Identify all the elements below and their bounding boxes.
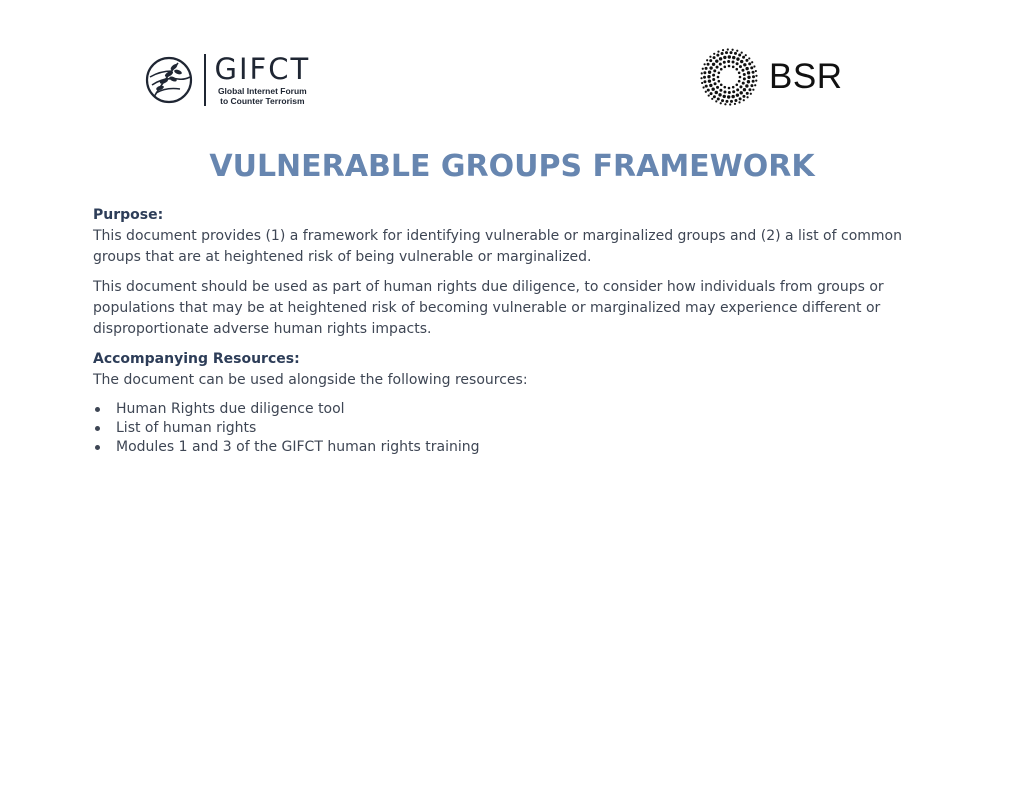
- resources-intro: The document can be used alongside the following resources:: [93, 372, 528, 388]
- resources-heading: Accompanying Resources:: [93, 351, 300, 367]
- purpose-heading: Purpose:: [93, 207, 164, 223]
- list-item-label: List of human rights: [116, 420, 257, 436]
- bsr-wordmark: BSR: [769, 57, 843, 96]
- gifct-subtitle-line1: Global Internet Forum: [217, 86, 307, 96]
- bsr-logo: [700, 48, 842, 106]
- document-body: [93, 205, 943, 457]
- list-item-label: Modules 1 and 3 of the GIFCT human rights training: [116, 439, 480, 455]
- bullet-icon: [95, 445, 100, 450]
- purpose-paragraph-2: This document should be used as part of human rights due diligence, to consider how individuals from groups or populations that may be at heightened risk of becoming vulnerable or marginalized may experience different or disproportionate adverse human rights impacts.: [93, 279, 884, 337]
- list-item: [93, 438, 943, 457]
- list-item: [93, 419, 943, 438]
- dotted-sunburst-icon: [700, 48, 758, 106]
- bullet-icon: [95, 426, 100, 431]
- gifct-text-block: [215, 54, 311, 106]
- gifct-wordmark: GIFCT: [214, 52, 311, 86]
- page-title: VULNERABLE GROUPS FRAMEWORK: [209, 149, 815, 184]
- globe-with-olive-branch-icon: [144, 55, 194, 105]
- gifct-logo: [144, 52, 310, 108]
- list-item-label: Human Rights due diligence tool: [116, 401, 345, 417]
- logo-divider: [204, 54, 206, 106]
- resources-list: [93, 400, 943, 457]
- purpose-paragraph-1: This document provides (1) a framework for identifying vulnerable or marginalized groups and (2) a list of common groups that are at heightened risk of being vulnerable or marginalized.: [93, 228, 902, 265]
- bullet-icon: [95, 407, 100, 412]
- list-item: [93, 400, 943, 419]
- gifct-subtitle-line2: to Counter Terrorism: [220, 96, 305, 106]
